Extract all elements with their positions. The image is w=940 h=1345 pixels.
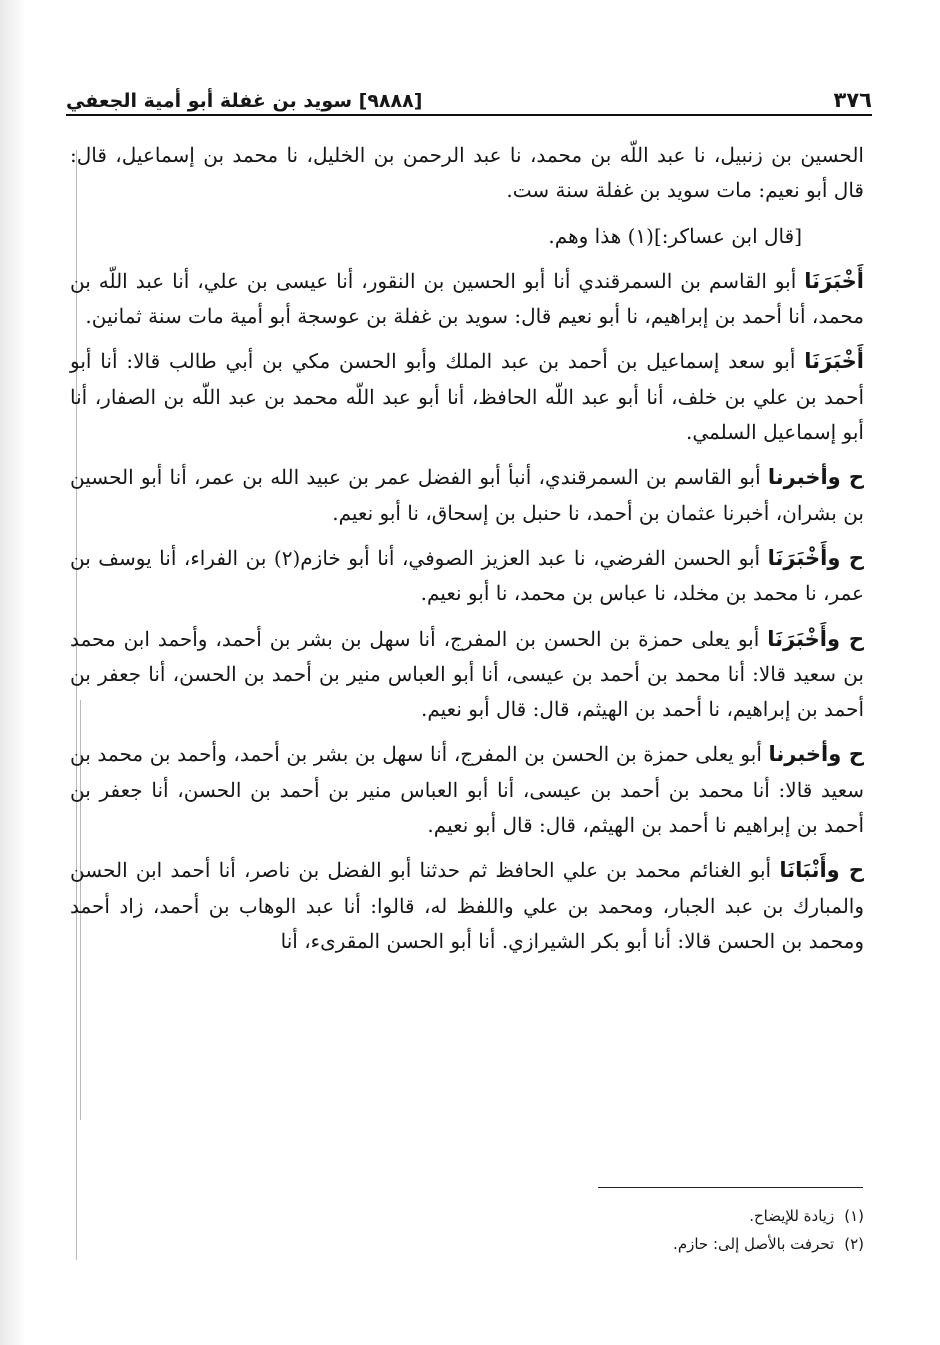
footnote-rule — [598, 1187, 863, 1188]
scan-edge-shadow — [0, 0, 26, 1345]
footnote — [400, 1230, 864, 1258]
paragraph — [70, 622, 864, 728]
running-title: [٩٨٨٨] سويد بن غفلة أبو أمية الجعفي — [66, 90, 423, 112]
paragraph-text: أبو يعلى حمزة بن الحسن بن المفرج، أنا سهل بن بشر بن أحمد، وأحمد ابن محمد بن سعيد قالا: أنا محمد بن أحمد بن عيسى، أنا أبو العباس منير بن أحمد بن الحسن، أنا جعفر بن أحمد بن إبراهيم، نا أحمد بن الهيثم، قال: قال أبو نعيم. — [70, 626, 864, 722]
paragraph — [70, 344, 864, 450]
paragraph-lead: ح وأخبرنا — [768, 742, 864, 767]
paragraph — [70, 264, 864, 335]
paragraph-text: أبو الحسن الفرضي، نا عبد العزيز الصوفي، أنا أبو خازم(٢) بن الفراء، أنا يوسف بن عمر، نا محمد بن مخلد، نا عباس بن محمد، نا أبو نعيم. — [70, 545, 864, 606]
page-number: ٣٧٦ — [833, 88, 872, 112]
paragraph-lead: ح وأخبرنا — [767, 465, 865, 490]
paragraph-text: أبو الغنائم محمد بن علي الحافظ ثم حدثنا أبو الفضل بن ناصر، أنا أحمد ابن الحسن والمبارك بن عبد الجبار، ومحمد بن علي واللفظ له، قالوا: أنا عبد الوهاب بن أحمد، زاد أحمد ومحمد بن الحسن قالا: أنا أبو بكر الشيرازي. أنا أبو الحسن المقرىء، أنا — [70, 858, 864, 953]
page-header — [66, 72, 872, 112]
footnote-text: تحرفت بالأصل إلى: حازم. — [673, 1235, 835, 1253]
paragraph-lead: أَخْبَرَنَا — [804, 349, 865, 374]
paragraph — [70, 219, 864, 254]
paragraph — [70, 138, 864, 209]
paragraph-text: أبو القاسم بن السمرقندي أنا أبو الحسين بن النقور، أنا عيسى بن علي، أنا عبد اللّه بن محمد، أنا أحمد بن إبراهيم، نا أبو نعيم قال: سويد بن غفلة بن عوسجة أبو أمية مات سنة ثمانين. — [70, 268, 864, 329]
paragraph — [70, 460, 864, 531]
paragraph-text: أبو يعلى حمزة بن الحسن بن المفرج، أنا سهل بن بشر بن أحمد، وأحمد بن محمد بن سعيد قالا: أنا محمد بن أحمد بن عيسى، أنا أبو العباس منير بن أحمد بن الحسن، أنا جعفر بن أحمد بن إبراهيم نا أحمد بن الهيثم، قال: قال أبو نعيم. — [70, 742, 864, 838]
paragraph-lead: ح وأَنْبَانَا — [779, 858, 865, 883]
paragraph-text: أبو القاسم بن السمرقندي، أنبأ أبو الفضل عمر بن عبيد الله بن عمر، أنا أبو الحسين بن بشران، أخبرنا عثمان بن أحمد، نا حنبل بن إسحاق، نا أبو نعيم. — [70, 465, 864, 525]
footnote-text: زيادة للإيضاح. — [749, 1207, 835, 1225]
paragraph-text: الحسين بن زنبيل، نا عبد اللّه بن محمد، نا عبد الرحمن بن الخليل، نا محمد بن إسماعيل، قال: قال أبو نعيم: مات سويد بن غفلة سنة ست. — [70, 143, 864, 203]
paragraph-lead: ح وأَخْبَرَنَا — [767, 626, 864, 651]
paragraph-text: أبو سعد إسماعيل بن أحمد بن عبد الملك وأبو الحسن مكي بن أبي طالب قالا: أنا أبو أحمد بن علي بن خلف، أنا أبو عبد اللّه الحافظ، أنا أبو عبد اللّه محمد بن عبد اللّه بن الصفار، أنا أبو إسماعيل السلمي. — [70, 349, 864, 445]
paragraph-text: [قال ابن عساكر:](١) هذا وهم. — [548, 223, 802, 248]
paragraph — [70, 541, 864, 612]
paragraph-lead: ح وأَخْبَرَنَا — [767, 545, 864, 570]
footnote-number: (٢) — [844, 1235, 864, 1253]
paragraph-lead: أَخْبَرَنَا — [804, 268, 865, 293]
main-text — [70, 138, 864, 969]
paragraph — [70, 853, 864, 959]
header-rule — [66, 114, 872, 116]
paragraph — [70, 737, 864, 843]
footnotes — [400, 1202, 864, 1258]
footnote-number: (١) — [844, 1207, 864, 1225]
footnote — [400, 1202, 864, 1230]
